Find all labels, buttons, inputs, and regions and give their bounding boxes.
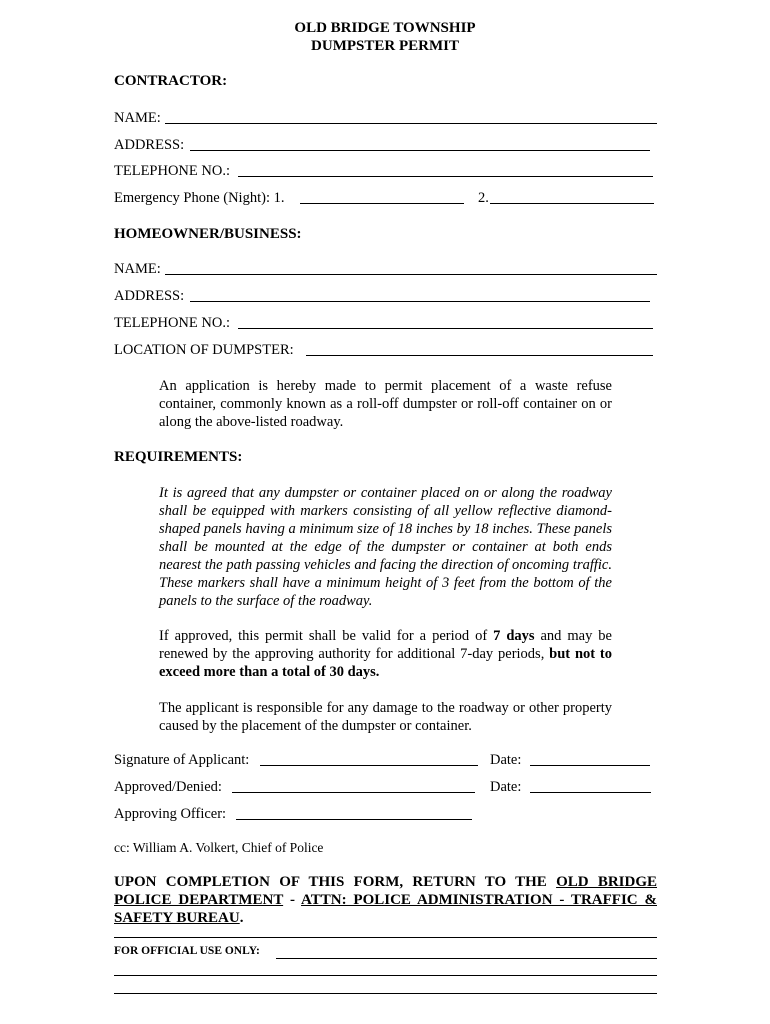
homeowner-address-label: ADDRESS: (114, 288, 185, 304)
approved-denied-field[interactable] (232, 792, 475, 793)
dumpster-location-field[interactable] (306, 355, 653, 356)
approved-denied-label: Approved/Denied: (114, 779, 222, 795)
contractor-emergency-field-2[interactable] (490, 203, 654, 204)
contractor-name-label: NAME: (114, 110, 161, 126)
title-permit: DUMPSTER PERMIT (311, 38, 459, 54)
validity-text-1: If approved, this permit shall be valid for a period of (159, 628, 494, 644)
cc-line: cc: William A. Volkert, Chief of Police (114, 840, 324, 855)
contractor-emergency-field-1[interactable] (300, 203, 464, 204)
date-label-1: Date: (490, 752, 522, 768)
validity-days: 7 days (493, 628, 535, 644)
homeowner-telephone-field[interactable] (238, 328, 653, 329)
contractor-name-field[interactable] (165, 123, 657, 124)
applicant-signature-label: Signature of Applicant: (114, 752, 250, 768)
date-field-2[interactable] (530, 792, 651, 793)
contractor-telephone-label: TELEPHONE NO.: (114, 163, 230, 179)
contractor-address-label: ADDRESS: (114, 137, 185, 153)
contractor-telephone-field[interactable] (238, 176, 653, 177)
contractor-heading: CONTRACTOR: (114, 73, 228, 89)
applicant-signature-field[interactable] (260, 765, 478, 766)
date-label-2: Date: (490, 779, 522, 795)
official-line-3[interactable] (114, 993, 657, 994)
homeowner-telephone-label: TELEPHONE NO.: (114, 315, 230, 331)
return-text-2: - (283, 892, 302, 908)
validity-paragraph (159, 627, 612, 681)
homeowner-name-label: NAME: (114, 261, 161, 277)
official-use-field[interactable] (276, 958, 657, 959)
contractor-emergency-label: Emergency Phone (Night): 1. (114, 190, 285, 206)
homeowner-heading: HOMEOWNER/BUSINESS: (114, 226, 302, 242)
contractor-emergency-second-label: 2. (478, 190, 489, 206)
return-instructions (114, 873, 657, 927)
date-field-1[interactable] (530, 765, 650, 766)
return-attention: ATTN: POLICE ADMINISTRATION - TRAFFIC & SAFETY BUREAU (114, 892, 657, 926)
title-township: OLD BRIDGE TOWNSHIP (294, 20, 476, 36)
damage-paragraph: The applicant is responsible for any damage to the roadway or other property caused by the placement of the dumpster or container. (159, 700, 612, 734)
official-line-2[interactable] (114, 975, 657, 976)
dumpster-location-label: LOCATION OF DUMPSTER: (114, 342, 294, 358)
requirements-heading: REQUIREMENTS: (114, 449, 243, 465)
homeowner-name-field[interactable] (165, 274, 657, 275)
approving-officer-label: Approving Officer: (114, 806, 227, 822)
return-department: OLD BRIDGE POLICE DEPARTMENT (114, 874, 658, 908)
return-text-1: UPON COMPLETION OF THIS FORM, RETURN TO THE (114, 874, 557, 890)
return-text-3: . (239, 910, 244, 926)
markers-requirement-paragraph: It is agreed that any dumpster or container placed on or along the roadway shall be equipped with markers consisting of all yellow reflective diamond-shaped panels having a minimum size of 18 inches by 18 inches. These panels shall be mounted at the edge of the dumpster or container at both ends nearest the path passing vehicles and facing the direction of oncoming traffic. These markers shall have a minimum height of 3 feet from the bottom of the panels to the surface of the roadway. (159, 485, 612, 609)
contractor-address-field[interactable] (190, 150, 650, 151)
application-paragraph: An application is hereby made to permit placement of a waste refuse container, commonly known as a roll-off dumpster or roll-off container on or along the above-listed roadway. (159, 378, 612, 430)
official-use-label: FOR OFFICIAL USE ONLY: (114, 945, 260, 957)
homeowner-address-field[interactable] (190, 301, 650, 302)
official-line-top (114, 937, 657, 938)
approving-officer-field[interactable] (236, 819, 472, 820)
validity-text-2: and may be renewed by the approving authority for additional 7-day periods, (159, 628, 612, 662)
validity-limit: but not to exceed more than a total of 30 days. (159, 646, 612, 680)
